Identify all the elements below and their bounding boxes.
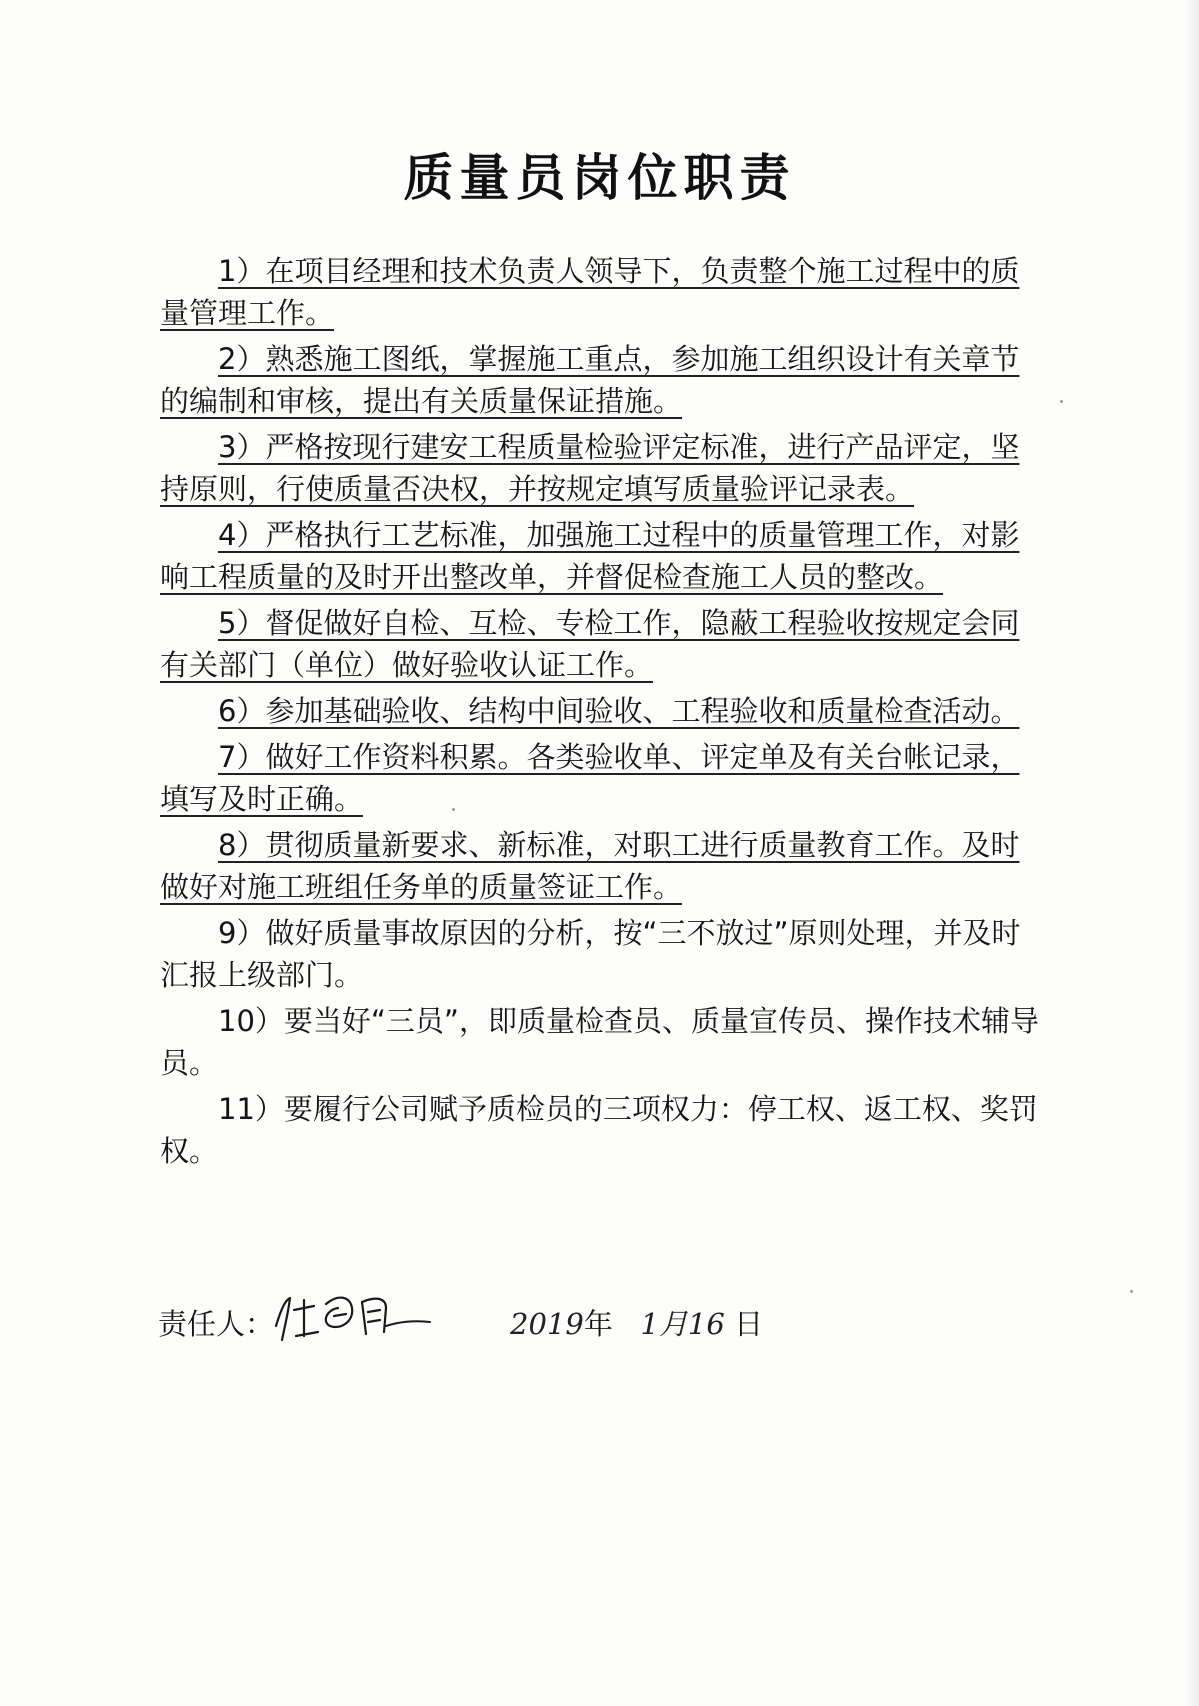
- date-year-suffix: 年: [583, 1307, 613, 1341]
- duty-item: [160, 736, 1040, 820]
- scan-speck: [1060, 400, 1063, 403]
- duty-item-text: 3）严格按现行建安工程质量检验评定标准，进行产品评定，坚持原则，行使质量否决权，并按规定填写质量验评记录表。: [160, 430, 1020, 506]
- signature-date: [510, 1302, 763, 1343]
- duty-item: [160, 250, 1040, 334]
- date-day-suffix: 日: [734, 1307, 764, 1341]
- duty-item-text: 4）严格执行工艺标准，加强施工过程中的质量管理工作，对影响工程质量的及时开出整改单，并督促检查施工人员的整改。: [160, 518, 1020, 594]
- date-year: 2019: [510, 1307, 584, 1341]
- scan-speck: [1130, 1290, 1133, 1293]
- scan-edge: [1185, 0, 1199, 1706]
- duty-item: [160, 1000, 1040, 1084]
- handwritten-signature: [268, 1286, 438, 1346]
- duty-item-text: 6）参加基础验收、结构中间验收、工程验收和质量检查活动。: [218, 694, 1020, 728]
- duty-item: [160, 1088, 1040, 1172]
- duty-item-text: 9）做好质量事故原因的分析，按“三不放过”原则处理，并及时汇报上级部门。: [160, 916, 1021, 992]
- duty-item: [160, 912, 1040, 996]
- duty-item-text: 1）在项目经理和技术负责人领导下，负责整个施工过程中的质量管理工作。: [160, 254, 1020, 330]
- duty-item-text: 10）要当好“三员”，即质量检查员、质量宣传员、操作技术辅导员。: [160, 1004, 1039, 1080]
- signature-row: [158, 1296, 1058, 1356]
- duty-item: [160, 690, 1040, 732]
- duty-item: [160, 824, 1040, 908]
- duty-item-text: 8）贯彻质量新要求、新标准，对职工进行质量教育工作。及时做好对施工班组任务单的质量签证工作。: [160, 828, 1020, 904]
- duty-item: [160, 426, 1040, 510]
- duty-list: [160, 250, 1040, 1176]
- duty-item: [160, 338, 1040, 422]
- duty-item-text: 2）熟悉施工图纸，掌握施工重点，参加施工组织设计有关章节的编制和审核，提出有关质量保证措施。: [160, 342, 1020, 418]
- duty-item-text: 7）做好工作资料积累。各类验收单、评定单及有关台帐记录，填写及时正确。: [160, 740, 1020, 816]
- duty-item: [160, 602, 1040, 686]
- date-month-day: 1月16: [640, 1307, 725, 1341]
- document-title: 质量员岗位职责: [403, 149, 796, 207]
- scan-speck: [452, 808, 455, 811]
- duty-item: [160, 514, 1040, 598]
- duty-item-text: 5）督促做好自检、互检、专检工作，隐蔽工程验收按规定会同有关部门（单位）做好验收认证工作。: [160, 606, 1020, 682]
- duty-item-text: 11）要履行公司赋予质检员的三项权力：停工权、返工权、奖罚权。: [160, 1092, 1038, 1168]
- signature-label: 责任人：: [158, 1307, 275, 1341]
